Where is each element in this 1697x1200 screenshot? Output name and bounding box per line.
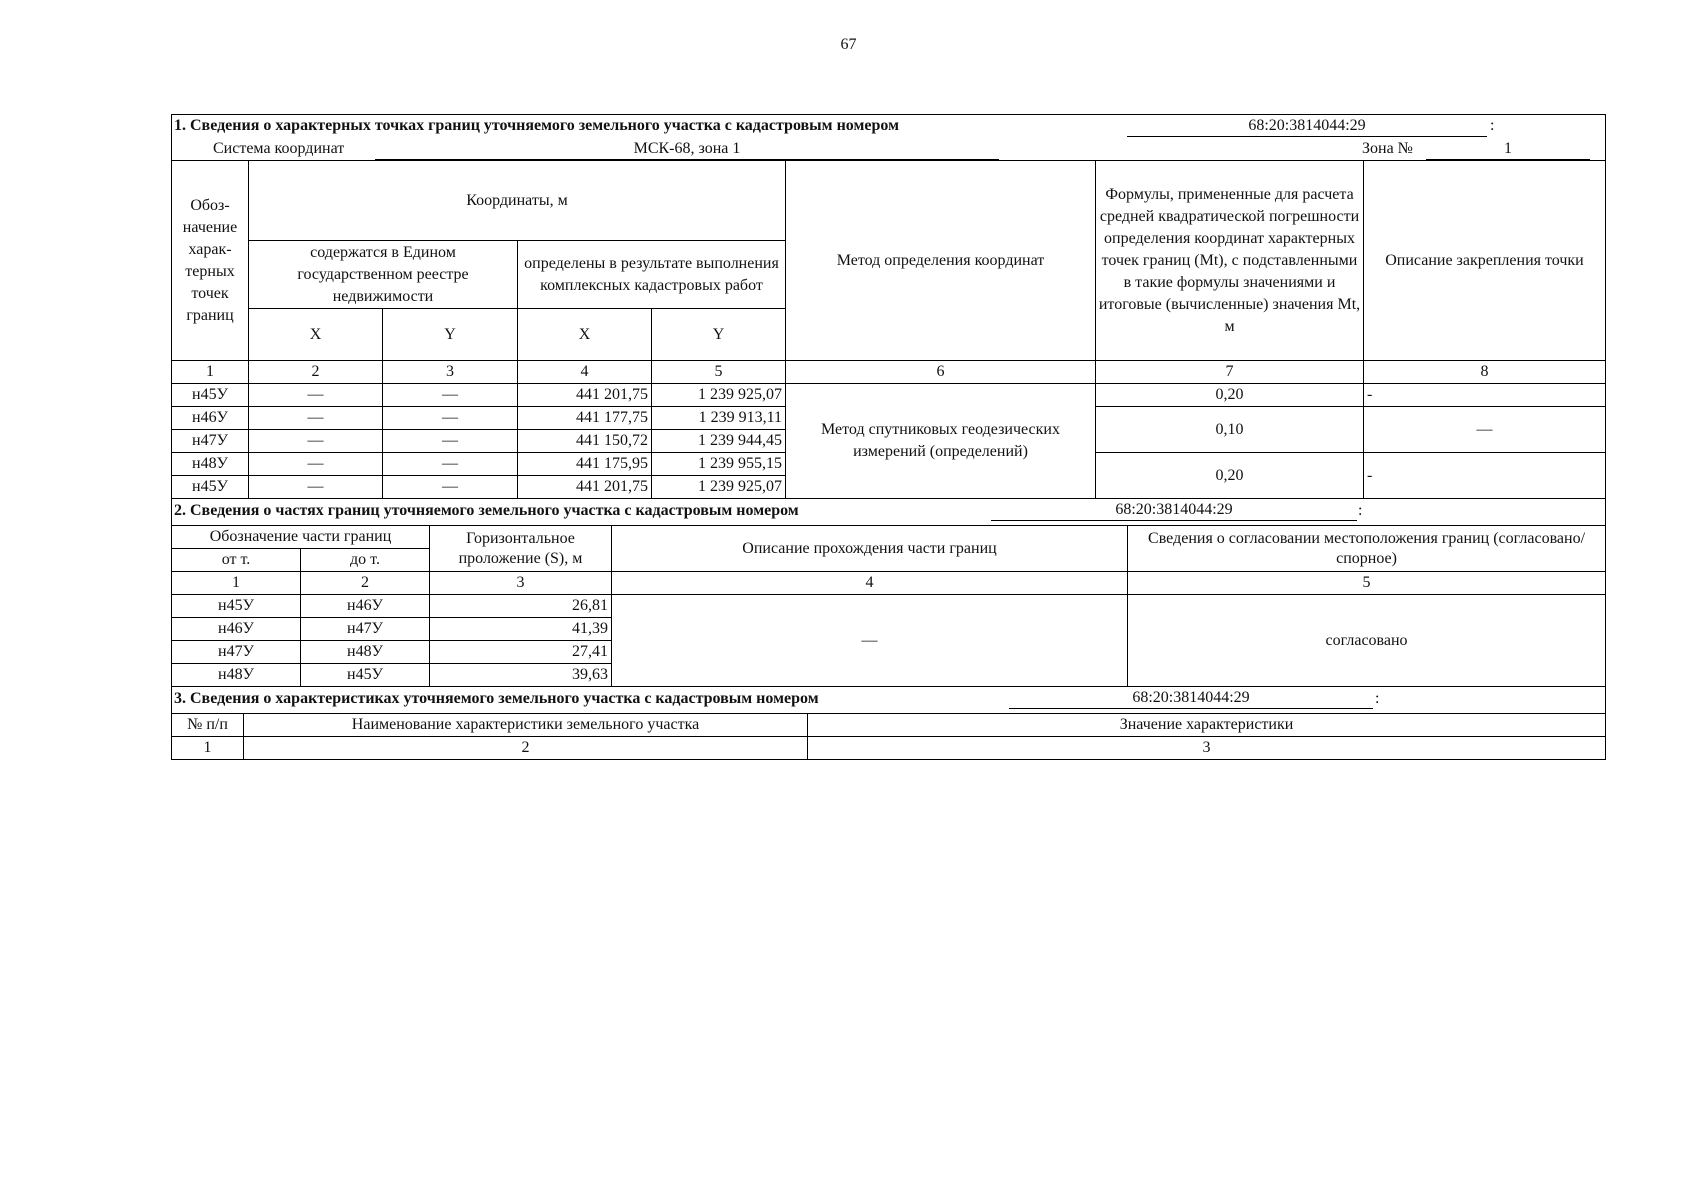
y-egrn: — [383,453,518,476]
section2-colon: : [1358,502,1363,519]
header-agreement: Сведения о согласовании местоположения границ (согласовано/спорное) [1128,526,1606,572]
y-egrn: — [383,407,518,430]
point-name: н47У [172,430,249,453]
header-method: Метод определения координат [786,161,1096,361]
col-number: 4 [612,572,1128,595]
coord-system-line [172,138,1605,160]
point-name: н45У [172,384,249,407]
to-point: н45У [301,664,430,687]
x-value: 441 177,75 [518,407,652,430]
col-number: 1 [172,737,244,760]
x-value: 441 201,75 [518,476,652,499]
fixing-value: — [1364,407,1606,453]
header-char-value: Значение характеристики [808,714,1606,737]
section1-col-numbers [172,361,1606,384]
y-egrn: — [383,430,518,453]
x-value: 441 150,72 [518,430,652,453]
header-kkr: определены в результате выполнения комплексных кадастровых работ [518,241,786,309]
fixing-value: - [1364,453,1606,499]
table-row [172,384,1606,407]
agreement-value: согласовано [1128,595,1606,687]
section2-col-numbers [172,572,1606,595]
col-number: 1 [172,572,301,595]
col-number: 3 [808,737,1606,760]
section2-title-line [172,499,1605,525]
y-value: 1 239 913,11 [652,407,786,430]
description-value: — [612,595,1128,687]
coord-system-value: МСК-68, зона 1 [375,139,999,160]
y-value: 1 239 925,07 [652,384,786,407]
section1-colon: : [1490,117,1495,134]
fixing-value: - [1364,384,1606,407]
header-num: № п/п [172,714,244,737]
section2-cadastral-number: 68:20:3814044:29 [991,500,1357,521]
mt-value: 0,20 [1096,453,1364,499]
from-point: н45У [172,595,301,618]
horizontal-value: 27,41 [430,641,612,664]
point-name: н45У [172,476,249,499]
section3-colon: : [1375,690,1380,707]
header-part-designation: Обозначение части границ [172,526,430,549]
zone-label: Зона № [1362,140,1413,157]
mt-value: 0,20 [1096,384,1364,407]
from-point: н47У [172,641,301,664]
to-point: н48У [301,641,430,664]
section3-col-numbers [172,737,1606,760]
y-egrn: — [383,384,518,407]
col-number: 2 [301,572,430,595]
section3-table [171,686,1606,760]
document-sheet [171,114,1605,760]
col-number: 7 [1096,361,1364,384]
x-value: 441 175,95 [518,453,652,476]
method-value: Метод спутниковых геодезических измерений (определений) [786,384,1096,499]
to-point: н47У [301,618,430,641]
x-egrn: — [249,384,383,407]
col-number: 8 [1364,361,1606,384]
header-designation: Обоз-начение харак-терных точек границ [172,161,249,361]
header-horizontal: Горизонтальное проложение (S), м [430,526,612,572]
from-point: н48У [172,664,301,687]
y-value: 1 239 955,15 [652,453,786,476]
coord-system-label: Система координат [213,140,345,157]
header-formulas: Формулы, примененные для расчета средней квадратической погрешности определения координат характерных точек границ (Mt), с подставленными в такие формулы значениями и итоговые (вычисленные) значения Mt, м [1096,161,1364,361]
horizontal-value: 39,63 [430,664,612,687]
header-coordinates: Координаты, м [249,161,786,241]
page-number: 67 [840,36,857,53]
col-number: 3 [430,572,612,595]
header-x-egrn: X [249,309,383,361]
col-number: 6 [786,361,1096,384]
y-value: 1 239 944,45 [652,430,786,453]
section1-cadastral-number: 68:20:3814044:29 [1127,116,1487,137]
y-egrn: — [383,476,518,499]
col-number: 4 [518,361,652,384]
header-to: до т. [301,549,430,572]
section1-title-line [172,115,1605,138]
header-x-kkr: X [518,309,652,361]
header-egrn: содержатся в Едином государственном реестре недвижимости [249,241,518,309]
section1-title: 1. Сведения о характерных точках границ уточняемого земельного участка с кадастровым номером [174,117,899,134]
horizontal-value: 26,81 [430,595,612,618]
header-from: от т. [172,549,301,572]
x-egrn: — [249,453,383,476]
x-egrn: — [249,407,383,430]
col-number: 3 [383,361,518,384]
x-egrn: — [249,476,383,499]
mt-value: 0,10 [1096,407,1364,453]
header-description: Описание прохождения части границ [612,526,1128,572]
point-name: н46У [172,407,249,430]
col-number: 1 [172,361,249,384]
col-number: 5 [1128,572,1606,595]
to-point: н46У [301,595,430,618]
point-name: н48У [172,453,249,476]
zone-value: 1 [1426,139,1590,160]
col-number: 2 [249,361,383,384]
x-egrn: — [249,430,383,453]
header-y-kkr: Y [652,309,786,361]
table-row [172,595,1606,618]
header-y-egrn: Y [383,309,518,361]
section3-cadastral-number: 68:20:3814044:29 [1009,688,1373,709]
y-value: 1 239 925,07 [652,476,786,499]
horizontal-value: 41,39 [430,618,612,641]
x-value: 441 201,75 [518,384,652,407]
from-point: н46У [172,618,301,641]
section1-table [171,114,1606,499]
section3-title: 3. Сведения о характеристиках уточняемого земельного участка с кадастровым номером [174,690,819,707]
section2-table [171,498,1606,687]
header-fixing: Описание закрепления точки [1364,161,1606,361]
col-number: 2 [244,737,808,760]
header-char-name: Наименование характеристики земельного участка [244,714,808,737]
col-number: 5 [652,361,786,384]
section2-title: 2. Сведения о частях границ уточняемого земельного участка с кадастровым номером [174,502,799,519]
section3-title-line [172,687,1605,713]
